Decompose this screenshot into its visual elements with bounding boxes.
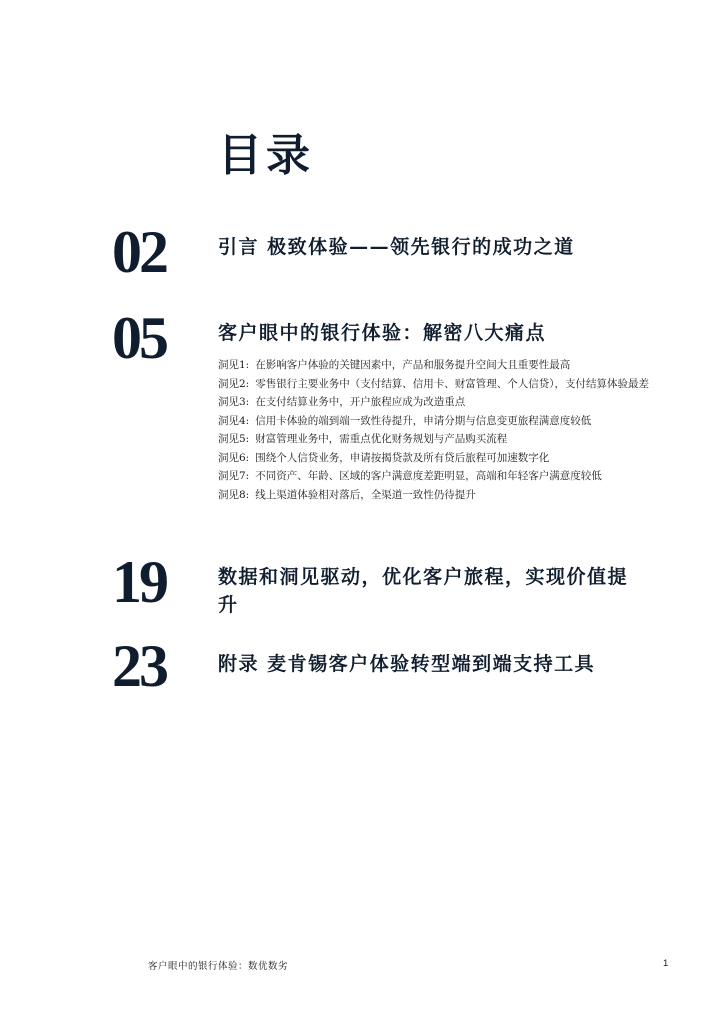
page-number: 1 xyxy=(663,958,669,969)
insight-label: 洞见7: xyxy=(218,470,250,482)
insight-text: 财富管理业务中，需重点优化财务规划与产品购买流程 xyxy=(255,433,508,445)
insight-label: 洞见2: xyxy=(218,377,250,390)
toc-entry-title[interactable]: 数据和洞见驱动，优化客户旅程，实现价值提升 xyxy=(218,566,629,616)
insight-text: 围绕个人信贷业务，申请按揭贷款及所有贷后旅程可加速数字化 xyxy=(255,451,550,464)
insight-item[interactable] xyxy=(218,430,668,449)
insight-item[interactable] xyxy=(218,449,668,468)
insight-item[interactable] xyxy=(218,467,668,486)
footer-title: 客户眼中的银行体验：数优数劣 xyxy=(148,961,289,972)
toc-entry-number: 02 xyxy=(112,219,166,285)
insight-item[interactable] xyxy=(218,356,668,375)
insight-text: 在影响客户体验的关键因素中，产品和服务提升空间大且重要性最高 xyxy=(255,359,571,371)
insight-item[interactable] xyxy=(218,486,668,505)
insight-label: 洞见8: xyxy=(218,488,250,501)
toc-entry-title[interactable]: 附录 麦肯锡客户体验转型端到端支持工具 xyxy=(218,653,596,675)
insight-text: 不同资产、年龄、区域的客户满意度差距明显，高端和年轻客户满意度较低 xyxy=(255,470,602,482)
insight-label: 洞见3: xyxy=(218,396,250,408)
page-title: 目录 xyxy=(218,130,314,181)
insight-label: 洞见5: xyxy=(218,433,250,445)
insight-item[interactable] xyxy=(218,412,668,431)
insight-item[interactable] xyxy=(218,375,668,394)
insight-text: 信用卡体验的端到端一致性待提升，申请分期与信息变更旅程满意度较低 xyxy=(255,414,592,427)
toc-entry-number: 19 xyxy=(112,549,166,615)
insight-text: 零售银行主要业务中（支付结算、信用卡、财富管理、个人信贷），支付结算体验最差 xyxy=(255,377,649,390)
insight-text: 在支付结算业务中，开户旅程应成为改造重点 xyxy=(255,396,466,408)
insight-list xyxy=(218,356,668,504)
insight-label: 洞见1: xyxy=(218,359,250,371)
toc-entry-number: 23 xyxy=(112,633,166,699)
insight-label: 洞见4: xyxy=(218,414,250,427)
insight-text: 线上渠道体验相对落后，全渠道一致性仍待提升 xyxy=(255,488,476,501)
toc-entry-title[interactable]: 客户眼中的银行体验：解密八大痛点 xyxy=(218,322,547,344)
toc-entry-title[interactable]: 引言 极致体验——领先银行的成功之道 xyxy=(218,236,575,258)
insight-label: 洞见6: xyxy=(218,451,250,464)
toc-entry-number: 05 xyxy=(112,305,166,371)
insight-item[interactable] xyxy=(218,393,668,412)
